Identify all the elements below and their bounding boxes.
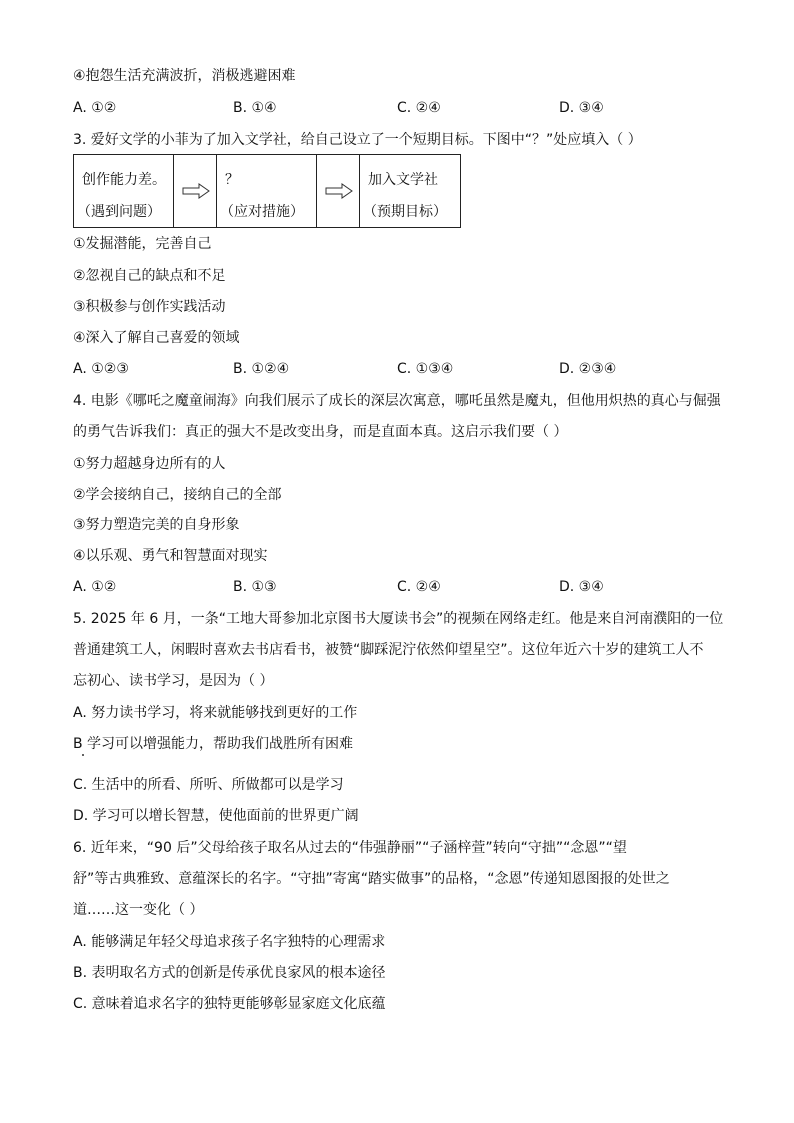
q2-options [73,99,733,117]
q6-option-b: B. 表明取名方式的创新是传承优良家风的根本途径 [73,965,386,981]
q5-stem-line-1: 5. 2025 年 6 月，一条“工地大哥参加北京图书大厦读书会”的视频在网络走红。他是来自河南濮阳的一位 [73,611,724,627]
arrow-right-icon [325,183,353,199]
q3-flow-diagram [73,154,461,228]
option-d: D. ③④ [559,579,604,595]
q5-option-c: C. 生活中的所看、所听、所做都可以是学习 [73,777,344,793]
option-a: A. ①②③ [73,361,129,377]
option-b: B. ①③ [233,579,277,595]
q4-stem-line-2: 的勇气告诉我们：真正的强大不是改变出身，而是直面本真。这启示我们要（ ） [73,424,568,440]
flow-arrow-cell-1 [174,155,217,227]
flow-box-goal-label: （预期目标） [363,204,447,220]
flow-box-measure [217,155,317,227]
option-c: C. ②④ [397,100,441,116]
q6-stem-line-2: 舒”等古典雅致、意蕴深长的名字。“守拙”寄寓“踏实做事”的品格，“念恩”传递知恩图报的处世之 [73,871,670,887]
q5-stem-line-3: 忘初心、读书学习，是因为（ ） [73,673,274,689]
q6-option-c: C. 意味着追求名字的独特更能够彰显家庭文化底蕴 [73,996,386,1012]
q3-item-2: ②忽视自己的缺点和不足 [73,268,226,284]
q4-stem-line-1: 4. 电影《哪吒之魔童闹海》向我们展示了成长的深层次寓意，哪吒虽然是魔丸，但他用炽热的真心与倔强 [73,393,721,409]
flow-box-problem-text: 创作能力差。 [82,172,166,188]
q4-options [73,578,733,596]
flow-box-measure-label: （应对措施） [220,204,304,220]
arrow-right-icon [182,183,210,199]
option-d: D. ②③④ [559,361,617,377]
q3-options [73,360,733,378]
option-c: C. ①③④ [397,361,454,377]
q3-item-1: ①发掘潜能，完善自己 [73,236,212,252]
flow-box-measure-text: ？ [225,172,239,188]
q4-item-3: ③努力塑造完美的自身形象 [73,517,240,533]
q5-option-a: A. 努力读书学习，将来就能够找到更好的工作 [73,705,358,721]
flow-box-problem [74,155,174,227]
q6-option-a: A. 能够满足年轻父母追求孩子名字独特的心理需求 [73,934,386,950]
q3-item-4: ④深入了解自己喜爱的领域 [73,330,240,346]
q4-item-2: ②学会接纳自己，接纳自己的全部 [73,487,282,503]
option-a: A. ①② [73,100,117,116]
q5-stem-line-2: 普通建筑工人，闲暇时喜欢去书店看书，被赞“脚踩泥泞依然仰望星空”。这位年近六十岁的建筑工人不 [73,642,704,658]
scan-dot [82,754,84,756]
q5-option-d: D. 学习可以增长智慧，使他面前的世界更广阔 [73,808,359,824]
q3-stem: 3. 爱好文学的小菲为了加入文学社，给自己设立了一个短期目标。下图中“？”处应填入（ ） [73,132,642,148]
q3-item-3: ③积极参与创作实践活动 [73,299,226,315]
q6-stem-line-1: 6. 近年来，“90 后”父母给孩子取名从过去的“伟强静丽”“子涵梓萱”转向“守拙”“念恩”“望 [73,840,627,856]
flow-box-goal [360,155,460,227]
q4-item-1: ①努力超越身边所有的人 [73,456,226,472]
flow-box-problem-label: （遇到问题） [77,204,161,220]
option-d: D. ③④ [559,100,604,116]
flow-box-goal-text: 加入文学社 [368,172,438,188]
option-b: B. ①④ [233,100,277,116]
q6-stem-line-3: 道……这一变化（ ） [73,902,204,918]
option-c: C. ②④ [397,579,441,595]
flow-arrow-cell-2 [317,155,360,227]
q2-item-4: ④抱怨生活充满波折，消极逃避困难 [73,68,296,84]
q5-option-b: B 学习可以增强能力，帮助我们战胜所有困难 [73,736,354,752]
option-a: A. ①② [73,579,117,595]
option-b: B. ①②④ [233,361,290,377]
q4-item-4: ④以乐观、勇气和智慧面对现实 [73,548,268,564]
